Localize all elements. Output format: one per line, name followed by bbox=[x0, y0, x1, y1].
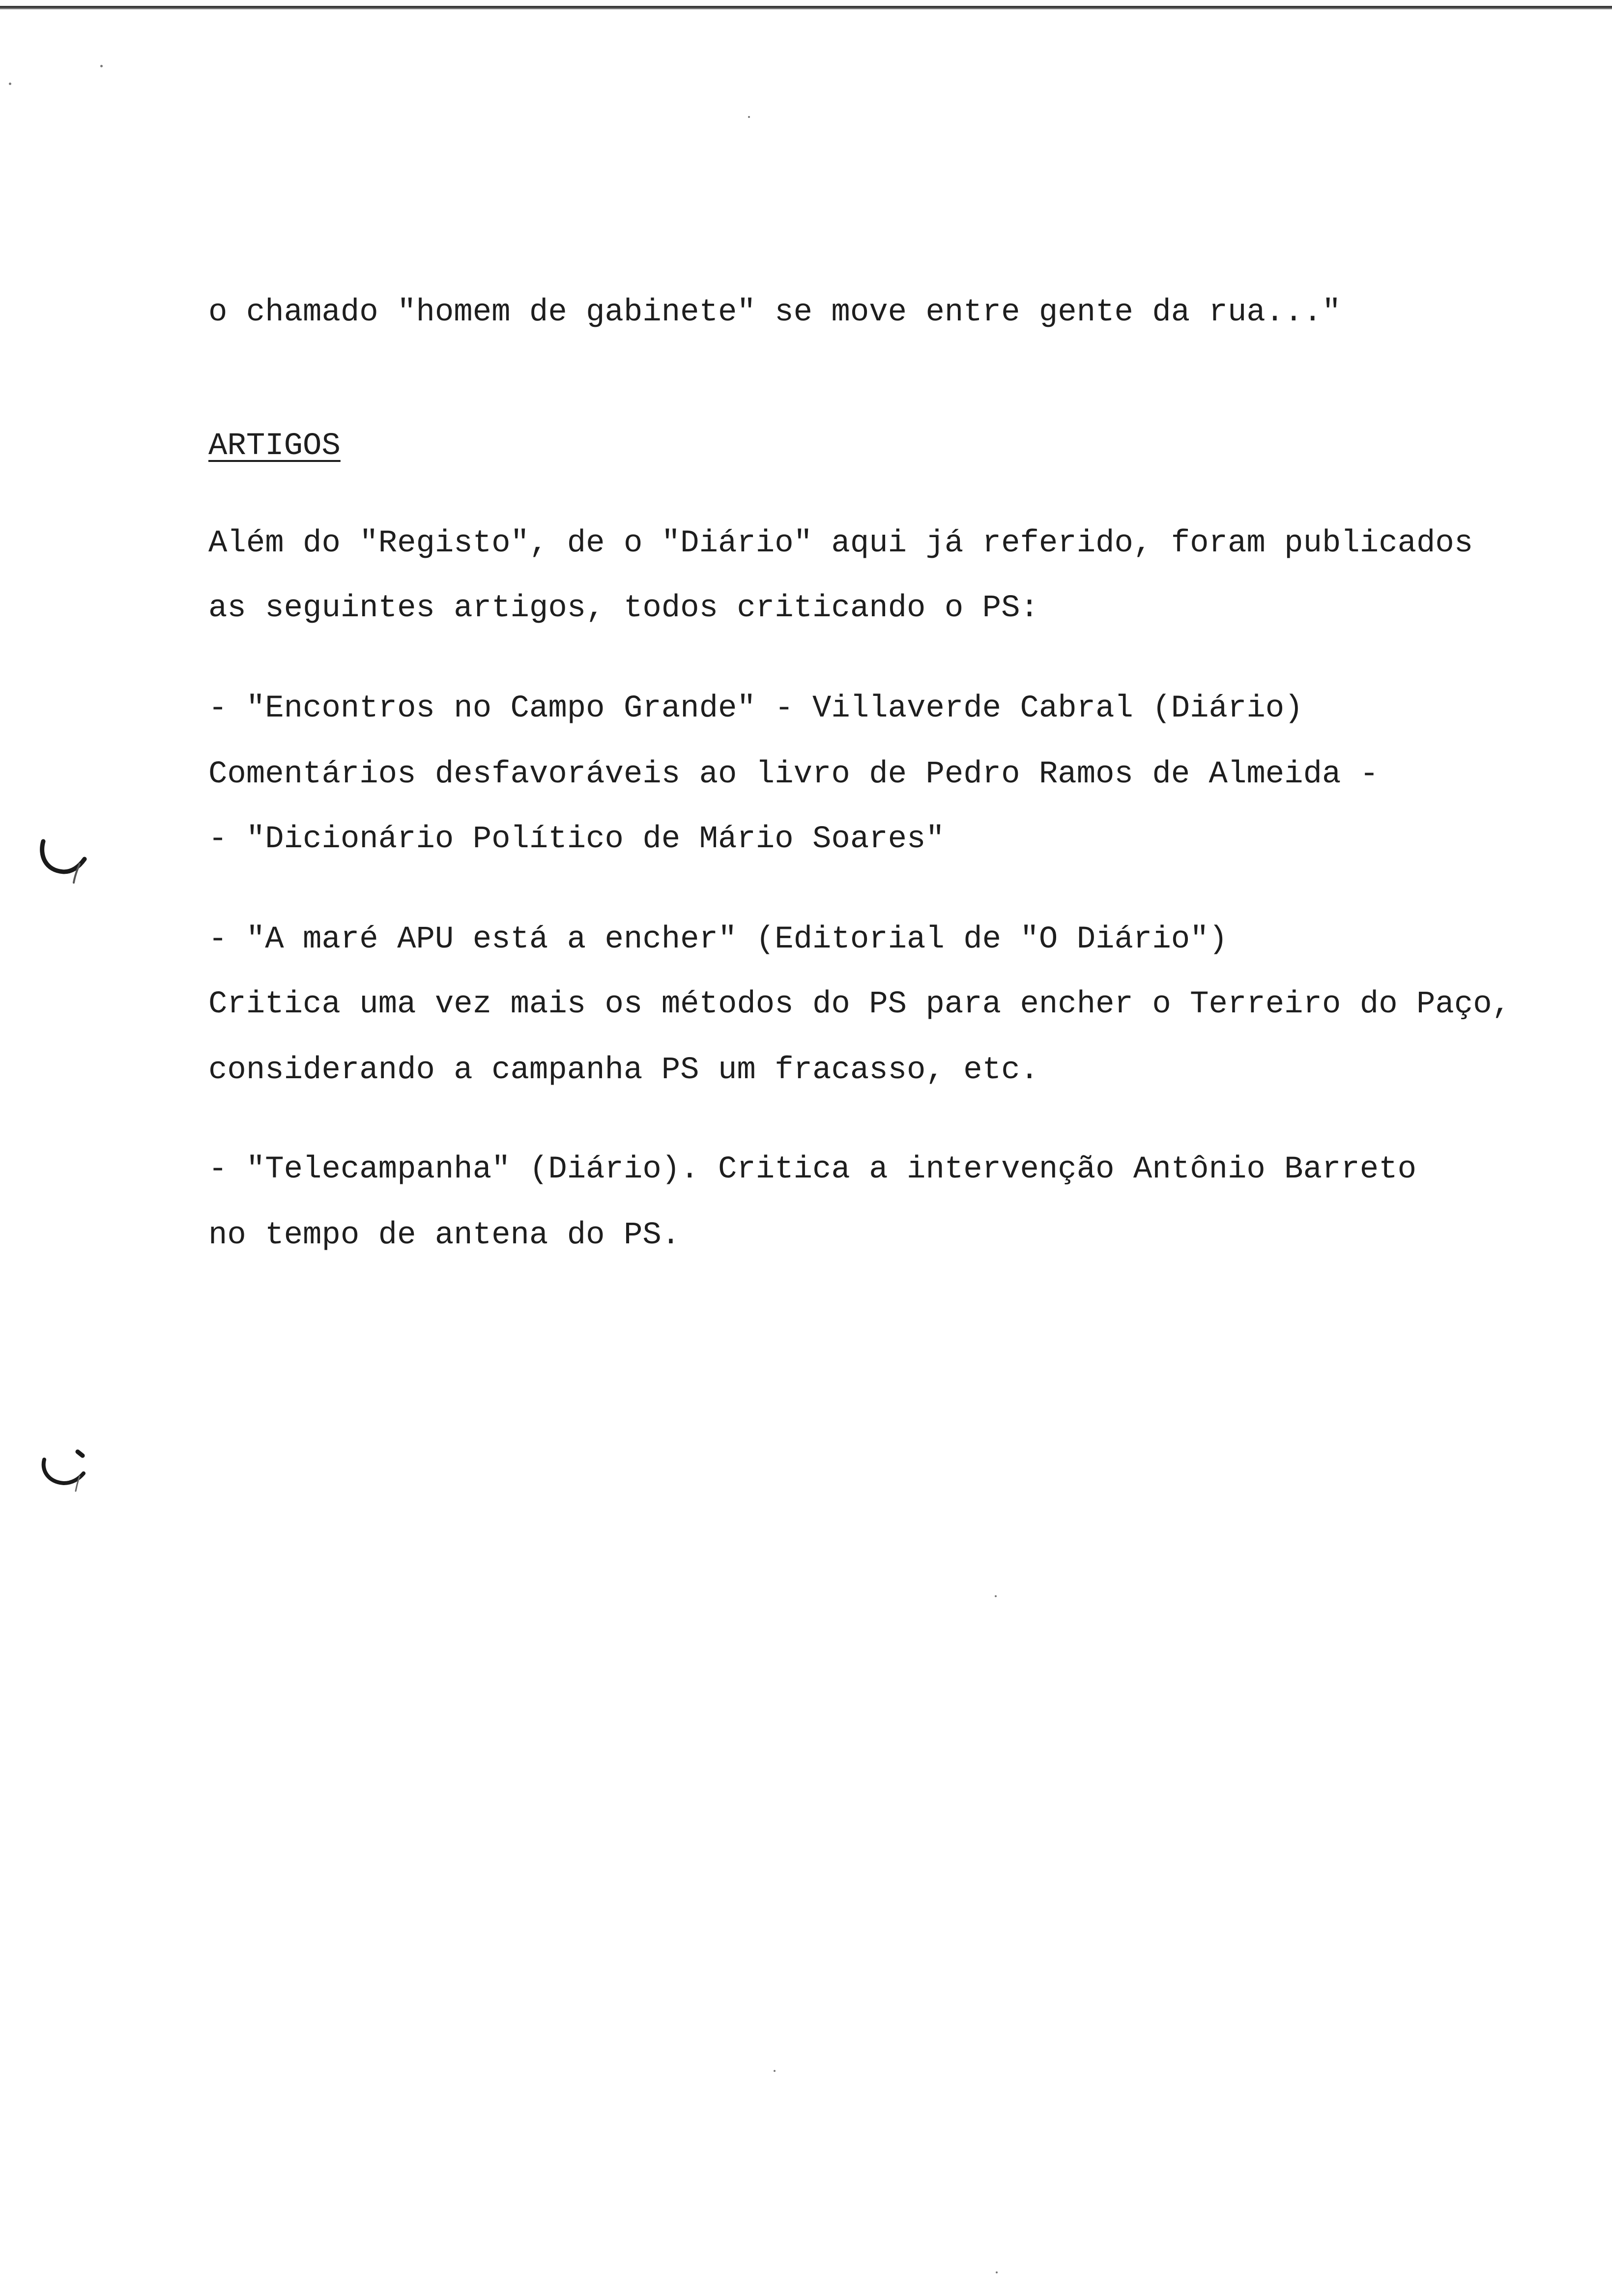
scan-speck bbox=[9, 83, 11, 85]
article-item-3-comment-2: considerando a campanha PS um fracasso, etc. bbox=[208, 1053, 1039, 1088]
continuation-line: o chamado "homem de gabinete" se move entre gente da rua..." bbox=[208, 295, 1341, 330]
section-heading: ARTIGOS bbox=[208, 429, 341, 464]
top-rule bbox=[0, 6, 1612, 10]
article-item-1-title: - "Encontros no Campo Grande" - Villaverde Cabral (Diário) bbox=[208, 691, 1303, 726]
scan-speck bbox=[995, 1595, 997, 1597]
article-item-1-comment: Comentários desfavoráveis ao livro de Pedro Ramos de Almeida - bbox=[208, 757, 1379, 792]
intro-line-1: Além do "Registo", de o "Diário" aqui já referido, foram publicados bbox=[208, 526, 1473, 561]
article-item-4-comment: no tempo de antena do PS. bbox=[208, 1218, 681, 1253]
check-mark-icon bbox=[34, 835, 93, 890]
article-item-2-title: - "Dicionário Político de Mário Soares" bbox=[208, 822, 945, 857]
article-item-3-title: - "A maré APU está a encher" (Editorial de "O Diário") bbox=[208, 922, 1228, 957]
scan-speck bbox=[100, 65, 103, 67]
scan-speck bbox=[996, 2271, 998, 2273]
scan-speck bbox=[774, 2070, 776, 2072]
article-item-3-comment-1: Critica uma vez mais os métodos do PS para encher o Terreiro do Paço, bbox=[208, 987, 1511, 1022]
intro-line-2: as seguintes artigos, todos criticando o PS: bbox=[208, 591, 1039, 626]
scan-speck bbox=[748, 116, 750, 118]
check-mark-icon bbox=[34, 1445, 93, 1504]
article-item-4-title: - "Telecampanha" (Diário). Critica a intervenção Antônio Barreto bbox=[208, 1152, 1416, 1187]
